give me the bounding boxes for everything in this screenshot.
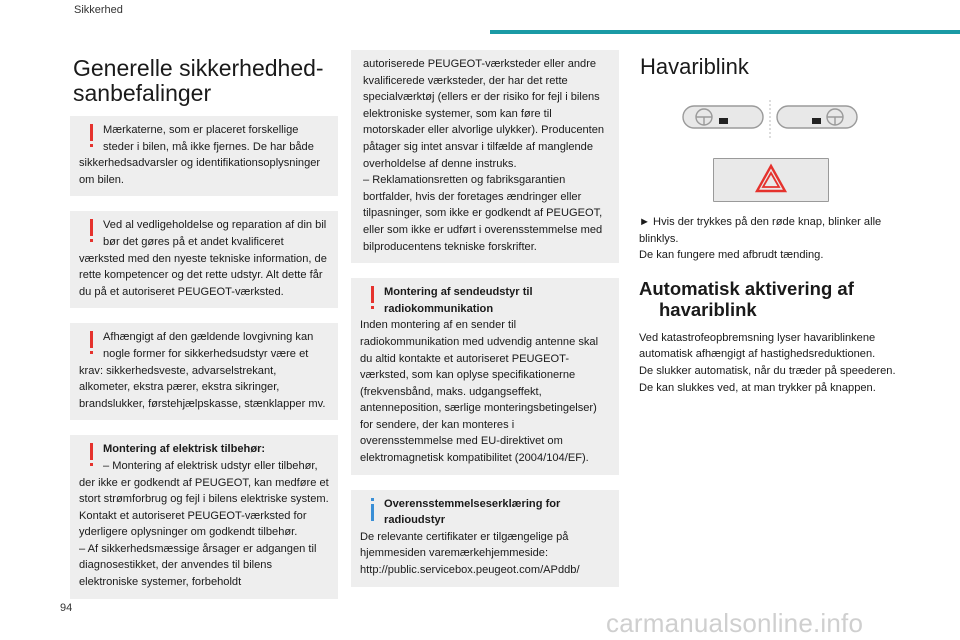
warning-box-continued [351,50,619,263]
column-2 [351,50,619,602]
info-heading: Overensstemmelseserklæring for radioudstyr [384,497,561,527]
warning-box-stickers [70,116,338,196]
hazard-instruction: ► Hvis der trykkes på den røde knap, blinker alle blinklys. De kan fungere med afbrudt tænding. [639,216,882,262]
warning-box-electrical [70,435,338,598]
column-3 [638,50,906,396]
section-title-auto-hazard [639,278,906,320]
warning-text: Inden montering af en sender til radiokommunikation med udvendig antenne skal du altid kontakte et autoriseret PEUGEOT-værksted, som kan oplyse specifikationerne (frekvensbånd, maks. udgangseffekt, antenneposition, særlige monteringsbetingelser) for sendere, der kan monteres i overensstemmelse med EU-direktivet om elektromagnetisk kompatibilitet (2004/104/EF). [360,319,599,465]
info-box-declaration [351,490,619,587]
section-title-safety [73,56,338,106]
info-icon [366,498,379,524]
title-line-1: Generelle sikkerhedhed- [73,55,324,81]
warning-heading: Montering af sendeudstyr til radiokommunikation [384,286,533,315]
hazard-button-figure [638,158,906,204]
warning-exclamation-icon [85,219,98,245]
warning-exclamation-icon [366,286,379,312]
column-1 [70,48,338,614]
header-section-title: Sikkerhed [74,4,123,16]
steering-wheel-icon [638,100,906,140]
warning-box-equipment [70,323,338,420]
title-line-2: sanbefalinger [73,80,212,106]
warning-text: Mærkaterne, som er placeret forskellige steder i bilen, må ikke fjernes. De har både sikkerhedsadvarsler og identifikationsoplysninger om bilen. [79,124,321,186]
hazard-button[interactable] [713,158,829,202]
watermark: carmanualsonline.info [606,608,864,638]
warning-text: Ved al vedligeholdelse og reparation af din bil bør det gøres på et andet kvalificeret værksted med den nyeste tekniske information, de rette kompetencer og det rette udstyr. Alt dette får du på et autoriseret PEUGEOT-værksted. [79,219,327,298]
header-accent-bar [490,30,960,34]
hazard-triangle-icon [714,159,828,201]
warning-heading: Montering af elektrisk tilbehør: [103,443,266,456]
title-line-2: havariblink [659,298,757,320]
warning-exclamation-icon [85,443,98,469]
auto-hazard-text: Ved katastrofeopbremsning lyser havariblinkene automatisk afhængigt af hastighedsreduktionen. De slukker automatisk, når du træder på speederen. De kan slukkes ved, at man trykker på knappen. [639,331,896,394]
warning-exclamation-icon [85,331,98,357]
section-title-hazard: Havariblink [640,54,749,79]
steering-figure [638,100,906,140]
warning-exclamation-icon [85,124,98,150]
warning-box-radio [351,278,619,475]
info-text: De relevante certifikater er tilgængelige på hjemmesiden varemærkehjemmeside: http://public.servicebox.peugeot.com/APddb/ [360,530,580,577]
warning-box-maintenance [70,211,338,308]
warning-text: – Montering af elektrisk udstyr eller tilbehør, der ikke er godkendt af PEUGEOT, kan medføre et stort strømforbrug og fejl i bilens elektriske system. Kontakt et autoriseret PEUGEOT-værksted for yderligere oplysninger om godkendt tilbehør. – Af sikkerhedsmæssige årsager er adgangen til diagnosestikket, der anvendes til bilens elektroniske systemer, forbeholdt [79,459,329,589]
warning-text: autoriserede PEUGEOT-værksteder eller andre kvalificerede værksteder, der har det rette specialværktøj (ellers er der risiko for fejl i bilens elektroniske systemer, som kan føre til motorskader eller alvorlige ulykker). Producenten påtager sig intet ansvar i tilfælde af manglende overholdelse af denne instruks. – Reklamationsretten og fabriksgarantien bortfalder, hvis der foretages ændringer eller tilpasninger, som ikke er godkendt af PEUGEOT, eller som ikke er udført i overensstemmelse med bilproducentens tekniske forskrifter. [363,58,605,253]
page-number: 94 [60,602,73,614]
warning-text: Afhængigt af den gældende lovgivning kan nogle former for sikkerhedsudstyr være et krav: sikkerhedsveste, advarselstrekant, alkometer, ekstra pærer, ekstra sikringer, brandslukker, førstehjælpskasse, stænklapper mv. [79,331,326,410]
title-line-1: Automatisk aktivering af [639,277,854,299]
